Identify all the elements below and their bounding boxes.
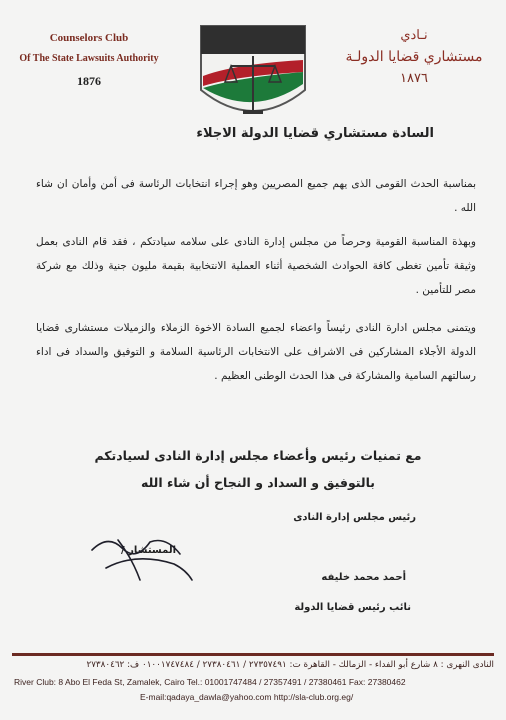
- header-arabic: [334, 28, 494, 86]
- signatory-title-1: رئيس مجلس إدارة النادى: [293, 512, 416, 523]
- footer-arabic-address: النادى النهرى : ٨ شارع أبو الفداء - الزمالك - القاهرة ت: ٢٧٣٥٧٤٩١ / ٢٧٣٨٠٤٦١ / ٠١٠٠١٧٤٧٤٨٤ ف: ٢٧٣٨٠٤٦٢: [86, 660, 494, 670]
- club-logo: [195, 20, 311, 132]
- paragraph-3: ويتمنى مجلس ادارة النادى رئيساً واعضاء لجميع السادة الاخوة الزملاء والزميلات مستشارى قضايا الدولة الأجلاء المشاركين فى الاشراف على الانتخابات الرئاسية السلامة و التوفيق والسداد فى اداء رسالتهم السامية والمشاركة فى هذا الحدث الوطنى العظيم .: [36, 322, 476, 382]
- closing-line-2: بالتوفيق و السداد و النجاح أن شاء الله: [141, 475, 375, 490]
- salutation: السادة مستشاري قضايا الدولة الاجلاء: [196, 126, 434, 141]
- paragraph-1: بمناسبة الحدث القومى الذى يهم جميع المصريين وهو إجراء انتخابات الرئاسة فى أمن وأمان ان شاء الله .: [36, 178, 476, 214]
- closing-line-1: مع تمنيات رئيس وأعضاء مجلس إدارة النادى لسيادتكم: [94, 448, 422, 463]
- club-name-english: Counselors Club: [49, 32, 129, 44]
- authority-name-arabic: مستشاري قضايا الدولـة: [345, 49, 483, 65]
- footer-english-address: River Club: 8 Abo El Feda St, Zamalek, Cairo Tel.: 01001747484 / 27357491 / 27380461 Fax: 27380462: [14, 677, 406, 687]
- handwritten-signature: [88, 528, 198, 588]
- footer-divider: [12, 653, 494, 656]
- authority-name-english: Of The State Lawsuits Authority: [19, 53, 159, 64]
- signatory-title-2: المستشار /: [121, 545, 176, 556]
- founding-year-english: 1876: [77, 74, 101, 88]
- club-name-arabic: نـادي: [400, 28, 428, 43]
- signatory-name: أحمد محمد خليفه: [321, 572, 406, 583]
- signatory-title-3: نائب رئيس قضايا الدولة: [294, 602, 411, 613]
- footer-contact: E-mail:qadaya_dawla@yahoo.com http://sla-club.org.eg/: [140, 692, 354, 702]
- paragraph-2: وبهذة المناسبة القومية وحرصاً من مجلس إدارة النادى على سلامه سيادتكم ، فقد قام النادى بعمل وثيقة تأمين تغطى كافة الحوادث الشخصية أثناء العملية الانتخابية بقيمة مليون جنية وذلك مع شركة مصر للتأمين .: [36, 236, 476, 296]
- closing-wishes: [40, 442, 476, 496]
- founding-year-arabic: ١٨٧٦: [400, 71, 428, 86]
- header-english: [14, 32, 164, 89]
